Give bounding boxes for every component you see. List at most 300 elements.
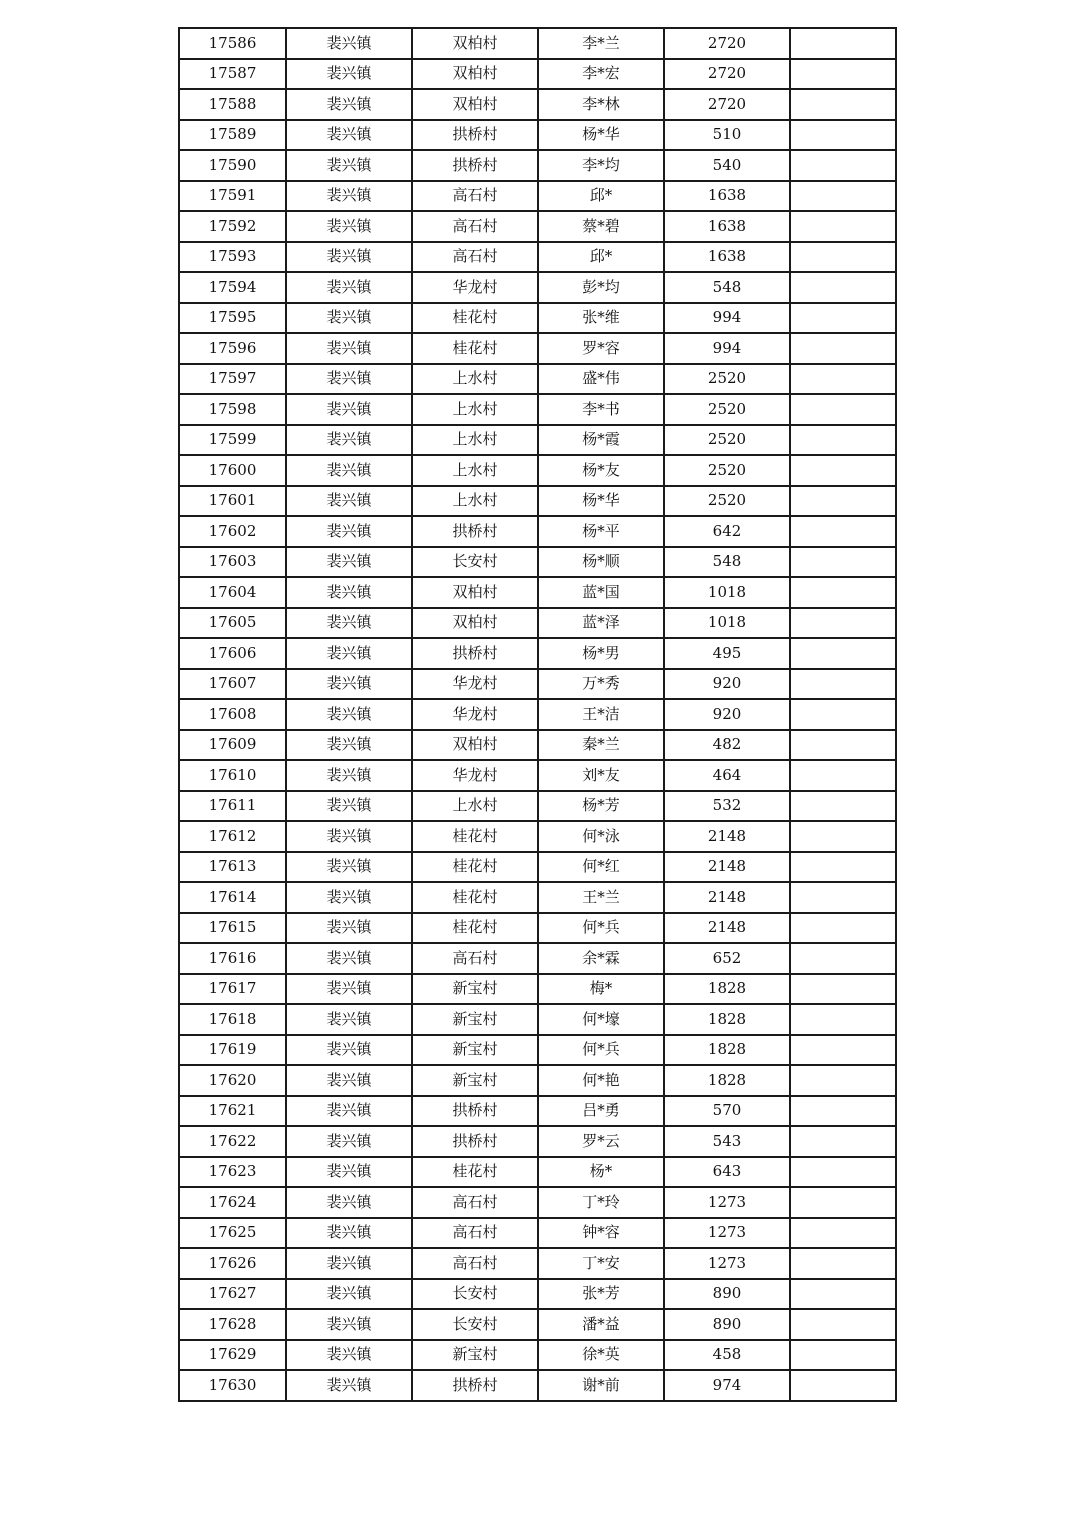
cell-serial-number: 17625 bbox=[179, 1218, 286, 1249]
cell-person-name: 何*兵 bbox=[538, 1035, 664, 1066]
cell-serial-number: 17614 bbox=[179, 882, 286, 913]
cell-person-name: 余*霖 bbox=[538, 943, 664, 974]
cell-village: 新宝村 bbox=[412, 1004, 538, 1035]
cell-village: 上水村 bbox=[412, 455, 538, 486]
cell-person-name: 杨*男 bbox=[538, 638, 664, 669]
cell-village: 上水村 bbox=[412, 425, 538, 456]
cell-note bbox=[790, 1096, 896, 1127]
table-row bbox=[179, 608, 896, 639]
cell-note bbox=[790, 1279, 896, 1310]
cell-note bbox=[790, 852, 896, 883]
cell-amount: 1638 bbox=[664, 181, 790, 212]
cell-note bbox=[790, 1065, 896, 1096]
cell-village: 拱桥村 bbox=[412, 638, 538, 669]
cell-town: 裴兴镇 bbox=[286, 486, 412, 517]
cell-town: 裴兴镇 bbox=[286, 1126, 412, 1157]
cell-town: 裴兴镇 bbox=[286, 242, 412, 273]
cell-person-name: 徐*英 bbox=[538, 1340, 664, 1371]
cell-note bbox=[790, 1004, 896, 1035]
cell-person-name: 钟*容 bbox=[538, 1218, 664, 1249]
table-row bbox=[179, 1096, 896, 1127]
table-row bbox=[179, 150, 896, 181]
table-row bbox=[179, 760, 896, 791]
table-row bbox=[179, 638, 896, 669]
table-row bbox=[179, 120, 896, 151]
cell-note bbox=[790, 1218, 896, 1249]
cell-town: 裴兴镇 bbox=[286, 181, 412, 212]
cell-serial-number: 17629 bbox=[179, 1340, 286, 1371]
cell-town: 裴兴镇 bbox=[286, 547, 412, 578]
table-row bbox=[179, 364, 896, 395]
cell-person-name: 蔡*碧 bbox=[538, 211, 664, 242]
cell-serial-number: 17590 bbox=[179, 150, 286, 181]
cell-village: 高石村 bbox=[412, 1248, 538, 1279]
cell-town: 裴兴镇 bbox=[286, 1004, 412, 1035]
cell-note bbox=[790, 821, 896, 852]
cell-note bbox=[790, 1035, 896, 1066]
table-row bbox=[179, 699, 896, 730]
cell-village: 双柏村 bbox=[412, 89, 538, 120]
cell-person-name: 杨*华 bbox=[538, 120, 664, 151]
cell-serial-number: 17603 bbox=[179, 547, 286, 578]
table-row bbox=[179, 211, 896, 242]
cell-town: 裴兴镇 bbox=[286, 913, 412, 944]
cell-village: 高石村 bbox=[412, 211, 538, 242]
cell-amount: 890 bbox=[664, 1279, 790, 1310]
cell-town: 裴兴镇 bbox=[286, 333, 412, 364]
cell-amount: 532 bbox=[664, 791, 790, 822]
cell-note bbox=[790, 89, 896, 120]
cell-person-name: 杨*芳 bbox=[538, 791, 664, 822]
cell-town: 裴兴镇 bbox=[286, 1065, 412, 1096]
cell-person-name: 吕*勇 bbox=[538, 1096, 664, 1127]
cell-village: 华龙村 bbox=[412, 669, 538, 700]
cell-note bbox=[790, 1187, 896, 1218]
cell-serial-number: 17615 bbox=[179, 913, 286, 944]
cell-note bbox=[790, 1126, 896, 1157]
cell-person-name: 刘*友 bbox=[538, 760, 664, 791]
cell-town: 裴兴镇 bbox=[286, 120, 412, 151]
cell-note bbox=[790, 760, 896, 791]
cell-person-name: 罗*容 bbox=[538, 333, 664, 364]
table-row bbox=[179, 882, 896, 913]
table-row bbox=[179, 730, 896, 761]
cell-village: 新宝村 bbox=[412, 1065, 538, 1096]
cell-village: 华龙村 bbox=[412, 699, 538, 730]
cell-town: 裴兴镇 bbox=[286, 1035, 412, 1066]
cell-town: 裴兴镇 bbox=[286, 1218, 412, 1249]
table-row bbox=[179, 1157, 896, 1188]
cell-person-name: 李*宏 bbox=[538, 59, 664, 90]
table-row bbox=[179, 181, 896, 212]
cell-person-name: 张*维 bbox=[538, 303, 664, 334]
cell-amount: 643 bbox=[664, 1157, 790, 1188]
cell-person-name: 何*泳 bbox=[538, 821, 664, 852]
cell-serial-number: 17618 bbox=[179, 1004, 286, 1035]
document-page bbox=[178, 27, 895, 1402]
cell-town: 裴兴镇 bbox=[286, 760, 412, 791]
table-row bbox=[179, 89, 896, 120]
cell-serial-number: 17621 bbox=[179, 1096, 286, 1127]
cell-note bbox=[790, 638, 896, 669]
cell-amount: 458 bbox=[664, 1340, 790, 1371]
cell-town: 裴兴镇 bbox=[286, 852, 412, 883]
cell-town: 裴兴镇 bbox=[286, 1279, 412, 1310]
cell-serial-number: 17599 bbox=[179, 425, 286, 456]
table-row bbox=[179, 59, 896, 90]
table-row bbox=[179, 791, 896, 822]
cell-amount: 994 bbox=[664, 303, 790, 334]
cell-serial-number: 17612 bbox=[179, 821, 286, 852]
cell-serial-number: 17627 bbox=[179, 1279, 286, 1310]
cell-serial-number: 17623 bbox=[179, 1157, 286, 1188]
cell-village: 上水村 bbox=[412, 486, 538, 517]
cell-person-name: 何*红 bbox=[538, 852, 664, 883]
cell-village: 长安村 bbox=[412, 547, 538, 578]
table-row bbox=[179, 486, 896, 517]
cell-amount: 1273 bbox=[664, 1218, 790, 1249]
cell-village: 新宝村 bbox=[412, 1035, 538, 1066]
cell-amount: 540 bbox=[664, 150, 790, 181]
cell-amount: 642 bbox=[664, 516, 790, 547]
cell-note bbox=[790, 59, 896, 90]
cell-amount: 1638 bbox=[664, 242, 790, 273]
cell-note bbox=[790, 974, 896, 1005]
cell-town: 裴兴镇 bbox=[286, 638, 412, 669]
table-row bbox=[179, 1065, 896, 1096]
cell-village: 新宝村 bbox=[412, 974, 538, 1005]
cell-note bbox=[790, 120, 896, 151]
cell-village: 拱桥村 bbox=[412, 1126, 538, 1157]
cell-village: 桂花村 bbox=[412, 1157, 538, 1188]
cell-town: 裴兴镇 bbox=[286, 974, 412, 1005]
cell-amount: 1828 bbox=[664, 1035, 790, 1066]
cell-person-name: 王*洁 bbox=[538, 699, 664, 730]
cell-village: 上水村 bbox=[412, 364, 538, 395]
records-table-body bbox=[179, 28, 896, 1401]
cell-amount: 1273 bbox=[664, 1187, 790, 1218]
cell-person-name: 杨*友 bbox=[538, 455, 664, 486]
cell-village: 双柏村 bbox=[412, 28, 538, 59]
cell-town: 裴兴镇 bbox=[286, 394, 412, 425]
cell-note bbox=[790, 943, 896, 974]
cell-town: 裴兴镇 bbox=[286, 821, 412, 852]
cell-town: 裴兴镇 bbox=[286, 272, 412, 303]
cell-serial-number: 17613 bbox=[179, 852, 286, 883]
cell-note bbox=[790, 913, 896, 944]
cell-person-name: 蓝*泽 bbox=[538, 608, 664, 639]
cell-town: 裴兴镇 bbox=[286, 1309, 412, 1340]
cell-note bbox=[790, 150, 896, 181]
table-row bbox=[179, 394, 896, 425]
cell-person-name: 丁*玲 bbox=[538, 1187, 664, 1218]
cell-village: 上水村 bbox=[412, 394, 538, 425]
cell-person-name: 邱* bbox=[538, 242, 664, 273]
cell-serial-number: 17600 bbox=[179, 455, 286, 486]
cell-village: 高石村 bbox=[412, 242, 538, 273]
cell-amount: 1638 bbox=[664, 211, 790, 242]
cell-amount: 994 bbox=[664, 333, 790, 364]
cell-note bbox=[790, 272, 896, 303]
cell-town: 裴兴镇 bbox=[286, 1187, 412, 1218]
cell-serial-number: 17589 bbox=[179, 120, 286, 151]
cell-village: 桂花村 bbox=[412, 882, 538, 913]
cell-amount: 652 bbox=[664, 943, 790, 974]
cell-person-name: 万*秀 bbox=[538, 669, 664, 700]
cell-amount: 920 bbox=[664, 669, 790, 700]
cell-person-name: 李*均 bbox=[538, 150, 664, 181]
cell-amount: 2148 bbox=[664, 821, 790, 852]
table-row bbox=[179, 913, 896, 944]
cell-village: 长安村 bbox=[412, 1309, 538, 1340]
table-row bbox=[179, 1187, 896, 1218]
cell-person-name: 王*兰 bbox=[538, 882, 664, 913]
cell-note bbox=[790, 730, 896, 761]
cell-town: 裴兴镇 bbox=[286, 730, 412, 761]
cell-town: 裴兴镇 bbox=[286, 669, 412, 700]
cell-note bbox=[790, 211, 896, 242]
cell-town: 裴兴镇 bbox=[286, 211, 412, 242]
table-row bbox=[179, 28, 896, 59]
table-row bbox=[179, 1248, 896, 1279]
cell-note bbox=[790, 1309, 896, 1340]
cell-serial-number: 17605 bbox=[179, 608, 286, 639]
cell-note bbox=[790, 1248, 896, 1279]
table-row bbox=[179, 1309, 896, 1340]
cell-amount: 548 bbox=[664, 272, 790, 303]
cell-village: 华龙村 bbox=[412, 272, 538, 303]
cell-amount: 495 bbox=[664, 638, 790, 669]
table-row bbox=[179, 1370, 896, 1401]
cell-person-name: 李*兰 bbox=[538, 28, 664, 59]
cell-village: 桂花村 bbox=[412, 913, 538, 944]
cell-serial-number: 17608 bbox=[179, 699, 286, 730]
cell-serial-number: 17617 bbox=[179, 974, 286, 1005]
cell-village: 华龙村 bbox=[412, 760, 538, 791]
cell-serial-number: 17592 bbox=[179, 211, 286, 242]
cell-serial-number: 17624 bbox=[179, 1187, 286, 1218]
cell-amount: 2720 bbox=[664, 59, 790, 90]
cell-town: 裴兴镇 bbox=[286, 699, 412, 730]
cell-note bbox=[790, 394, 896, 425]
cell-village: 桂花村 bbox=[412, 821, 538, 852]
cell-person-name: 罗*云 bbox=[538, 1126, 664, 1157]
table-row bbox=[179, 333, 896, 364]
cell-town: 裴兴镇 bbox=[286, 425, 412, 456]
cell-amount: 2148 bbox=[664, 913, 790, 944]
cell-serial-number: 17591 bbox=[179, 181, 286, 212]
cell-amount: 1273 bbox=[664, 1248, 790, 1279]
cell-village: 高石村 bbox=[412, 1218, 538, 1249]
cell-serial-number: 17628 bbox=[179, 1309, 286, 1340]
cell-amount: 2148 bbox=[664, 882, 790, 913]
cell-person-name: 邱* bbox=[538, 181, 664, 212]
cell-village: 长安村 bbox=[412, 1279, 538, 1310]
cell-note bbox=[790, 699, 896, 730]
cell-amount: 1828 bbox=[664, 1004, 790, 1035]
cell-village: 拱桥村 bbox=[412, 120, 538, 151]
cell-village: 双柏村 bbox=[412, 730, 538, 761]
cell-amount: 920 bbox=[664, 699, 790, 730]
cell-serial-number: 17596 bbox=[179, 333, 286, 364]
cell-person-name: 谢*前 bbox=[538, 1370, 664, 1401]
cell-town: 裴兴镇 bbox=[286, 59, 412, 90]
cell-town: 裴兴镇 bbox=[286, 608, 412, 639]
cell-person-name: 盛*伟 bbox=[538, 364, 664, 395]
cell-note bbox=[790, 547, 896, 578]
cell-serial-number: 17622 bbox=[179, 1126, 286, 1157]
table-row bbox=[179, 272, 896, 303]
cell-village: 拱桥村 bbox=[412, 516, 538, 547]
cell-amount: 890 bbox=[664, 1309, 790, 1340]
cell-serial-number: 17626 bbox=[179, 1248, 286, 1279]
cell-serial-number: 17616 bbox=[179, 943, 286, 974]
cell-serial-number: 17597 bbox=[179, 364, 286, 395]
cell-person-name: 丁*安 bbox=[538, 1248, 664, 1279]
cell-person-name: 杨*华 bbox=[538, 486, 664, 517]
cell-town: 裴兴镇 bbox=[286, 1248, 412, 1279]
cell-note bbox=[790, 181, 896, 212]
cell-serial-number: 17630 bbox=[179, 1370, 286, 1401]
cell-village: 拱桥村 bbox=[412, 150, 538, 181]
cell-serial-number: 17620 bbox=[179, 1065, 286, 1096]
cell-town: 裴兴镇 bbox=[286, 1096, 412, 1127]
cell-amount: 2520 bbox=[664, 425, 790, 456]
cell-person-name: 李*书 bbox=[538, 394, 664, 425]
cell-person-name: 彭*均 bbox=[538, 272, 664, 303]
cell-note bbox=[790, 516, 896, 547]
cell-note bbox=[790, 28, 896, 59]
cell-serial-number: 17604 bbox=[179, 577, 286, 608]
cell-amount: 482 bbox=[664, 730, 790, 761]
cell-village: 桂花村 bbox=[412, 852, 538, 883]
cell-person-name: 杨*霞 bbox=[538, 425, 664, 456]
cell-village: 拱桥村 bbox=[412, 1096, 538, 1127]
table-row bbox=[179, 821, 896, 852]
cell-note bbox=[790, 1340, 896, 1371]
cell-person-name: 杨* bbox=[538, 1157, 664, 1188]
cell-serial-number: 17609 bbox=[179, 730, 286, 761]
cell-village: 新宝村 bbox=[412, 1340, 538, 1371]
cell-note bbox=[790, 791, 896, 822]
cell-town: 裴兴镇 bbox=[286, 577, 412, 608]
table-row bbox=[179, 547, 896, 578]
records-table bbox=[178, 27, 897, 1402]
table-row bbox=[179, 852, 896, 883]
cell-amount: 2520 bbox=[664, 486, 790, 517]
cell-village: 双柏村 bbox=[412, 608, 538, 639]
cell-amount: 974 bbox=[664, 1370, 790, 1401]
cell-amount: 2520 bbox=[664, 455, 790, 486]
cell-note bbox=[790, 577, 896, 608]
cell-serial-number: 17601 bbox=[179, 486, 286, 517]
cell-amount: 2720 bbox=[664, 28, 790, 59]
cell-amount: 2520 bbox=[664, 394, 790, 425]
cell-serial-number: 17586 bbox=[179, 28, 286, 59]
table-row bbox=[179, 1340, 896, 1371]
table-row bbox=[179, 577, 896, 608]
cell-town: 裴兴镇 bbox=[286, 303, 412, 334]
cell-village: 双柏村 bbox=[412, 577, 538, 608]
cell-amount: 2520 bbox=[664, 364, 790, 395]
cell-town: 裴兴镇 bbox=[286, 1340, 412, 1371]
cell-serial-number: 17593 bbox=[179, 242, 286, 273]
cell-serial-number: 17607 bbox=[179, 669, 286, 700]
cell-serial-number: 17619 bbox=[179, 1035, 286, 1066]
cell-serial-number: 17588 bbox=[179, 89, 286, 120]
cell-note bbox=[790, 364, 896, 395]
table-row bbox=[179, 516, 896, 547]
cell-amount: 1828 bbox=[664, 1065, 790, 1096]
cell-amount: 543 bbox=[664, 1126, 790, 1157]
cell-serial-number: 17606 bbox=[179, 638, 286, 669]
table-row bbox=[179, 669, 896, 700]
cell-note bbox=[790, 882, 896, 913]
cell-town: 裴兴镇 bbox=[286, 516, 412, 547]
cell-amount: 1828 bbox=[664, 974, 790, 1005]
cell-serial-number: 17594 bbox=[179, 272, 286, 303]
cell-serial-number: 17602 bbox=[179, 516, 286, 547]
cell-town: 裴兴镇 bbox=[286, 28, 412, 59]
cell-note bbox=[790, 333, 896, 364]
cell-note bbox=[790, 1157, 896, 1188]
cell-village: 拱桥村 bbox=[412, 1370, 538, 1401]
cell-note bbox=[790, 486, 896, 517]
table-row bbox=[179, 1218, 896, 1249]
cell-serial-number: 17587 bbox=[179, 59, 286, 90]
cell-amount: 570 bbox=[664, 1096, 790, 1127]
table-row bbox=[179, 1035, 896, 1066]
cell-note bbox=[790, 242, 896, 273]
cell-village: 高石村 bbox=[412, 1187, 538, 1218]
cell-person-name: 张*芳 bbox=[538, 1279, 664, 1310]
cell-note bbox=[790, 669, 896, 700]
cell-village: 高石村 bbox=[412, 943, 538, 974]
table-row bbox=[179, 303, 896, 334]
cell-person-name: 何*艳 bbox=[538, 1065, 664, 1096]
cell-person-name: 秦*兰 bbox=[538, 730, 664, 761]
table-row bbox=[179, 1126, 896, 1157]
cell-town: 裴兴镇 bbox=[286, 364, 412, 395]
cell-town: 裴兴镇 bbox=[286, 89, 412, 120]
cell-town: 裴兴镇 bbox=[286, 882, 412, 913]
cell-amount: 548 bbox=[664, 547, 790, 578]
cell-village: 双柏村 bbox=[412, 59, 538, 90]
cell-serial-number: 17611 bbox=[179, 791, 286, 822]
table-row bbox=[179, 242, 896, 273]
cell-note bbox=[790, 1370, 896, 1401]
cell-village: 上水村 bbox=[412, 791, 538, 822]
cell-serial-number: 17595 bbox=[179, 303, 286, 334]
cell-note bbox=[790, 608, 896, 639]
cell-amount: 1018 bbox=[664, 577, 790, 608]
cell-serial-number: 17610 bbox=[179, 760, 286, 791]
table-row bbox=[179, 943, 896, 974]
cell-amount: 1018 bbox=[664, 608, 790, 639]
cell-note bbox=[790, 455, 896, 486]
cell-person-name: 李*林 bbox=[538, 89, 664, 120]
cell-amount: 464 bbox=[664, 760, 790, 791]
cell-note bbox=[790, 303, 896, 334]
table-row bbox=[179, 1279, 896, 1310]
cell-amount: 2720 bbox=[664, 89, 790, 120]
cell-person-name: 潘*益 bbox=[538, 1309, 664, 1340]
table-row bbox=[179, 455, 896, 486]
cell-town: 裴兴镇 bbox=[286, 791, 412, 822]
cell-town: 裴兴镇 bbox=[286, 150, 412, 181]
cell-person-name: 梅* bbox=[538, 974, 664, 1005]
cell-person-name: 杨*平 bbox=[538, 516, 664, 547]
